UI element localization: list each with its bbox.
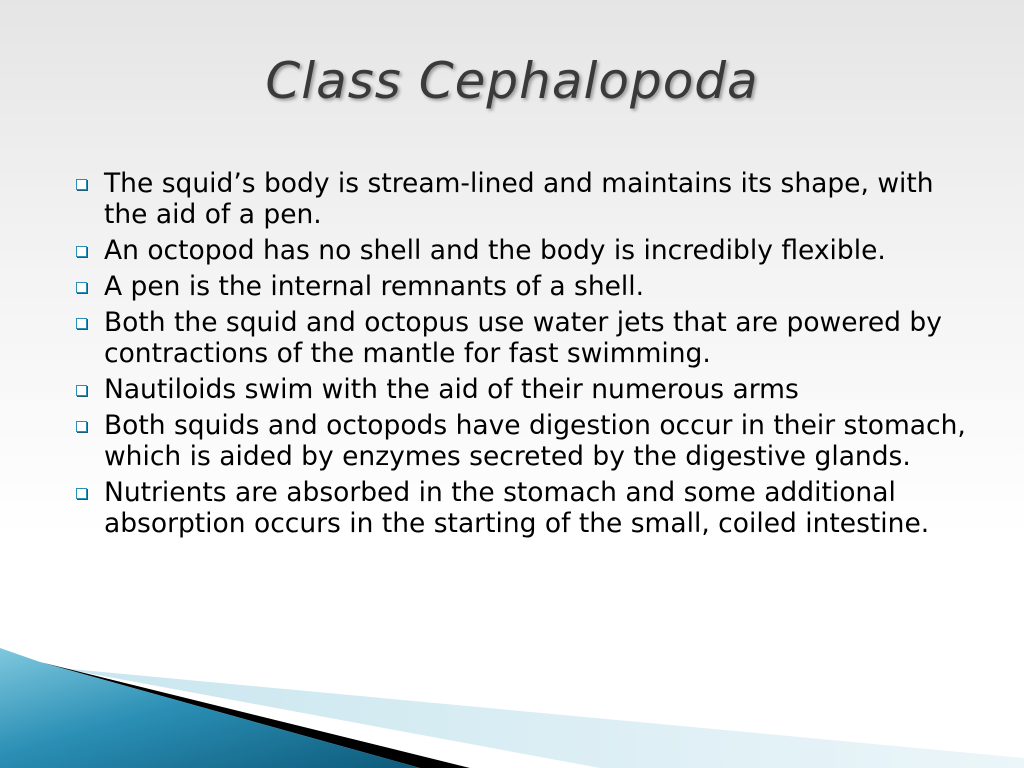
bullet-text: An octopod has no shell and the body is incredibly flexible. [104, 235, 886, 266]
slide-title: Class Cephalopoda [265, 52, 759, 110]
bullet-item [72, 374, 972, 405]
bullet-item [72, 168, 972, 230]
corner-swoosh-decoration [0, 640, 1024, 768]
bullet-text: Nautiloids swim with the aid of their numerous arms [104, 374, 799, 405]
bullet-text: Both squids and octopods have digestion occur in their stomach, which is aided by enzymes secreted by the digestive glands. [104, 410, 966, 472]
square-bullet-icon [76, 385, 87, 396]
square-bullet-icon [76, 179, 87, 190]
square-bullet-icon [76, 421, 87, 432]
bullet-item [72, 477, 972, 539]
square-bullet-icon [76, 246, 87, 257]
square-bullet-icon [76, 318, 87, 329]
bullet-item [72, 307, 972, 369]
bullet-text: The squid’s body is stream-lined and maintains its shape, with the aid of a pen. [104, 168, 934, 230]
bullet-text: Both the squid and octopus use water jets that are powered by contractions of the mantle for fast swimming. [104, 307, 942, 369]
bullet-list [72, 168, 972, 544]
bullet-text: Nutrients are absorbed in the stomach and some additional absorption occurs in the starting of the small, coiled intestine. [104, 477, 930, 539]
bullet-text: A pen is the internal remnants of a shell. [104, 271, 645, 302]
square-bullet-icon [76, 282, 87, 293]
bullet-item [72, 410, 972, 472]
bullet-item [72, 235, 972, 266]
bullet-item [72, 271, 972, 302]
square-bullet-icon [76, 488, 87, 499]
